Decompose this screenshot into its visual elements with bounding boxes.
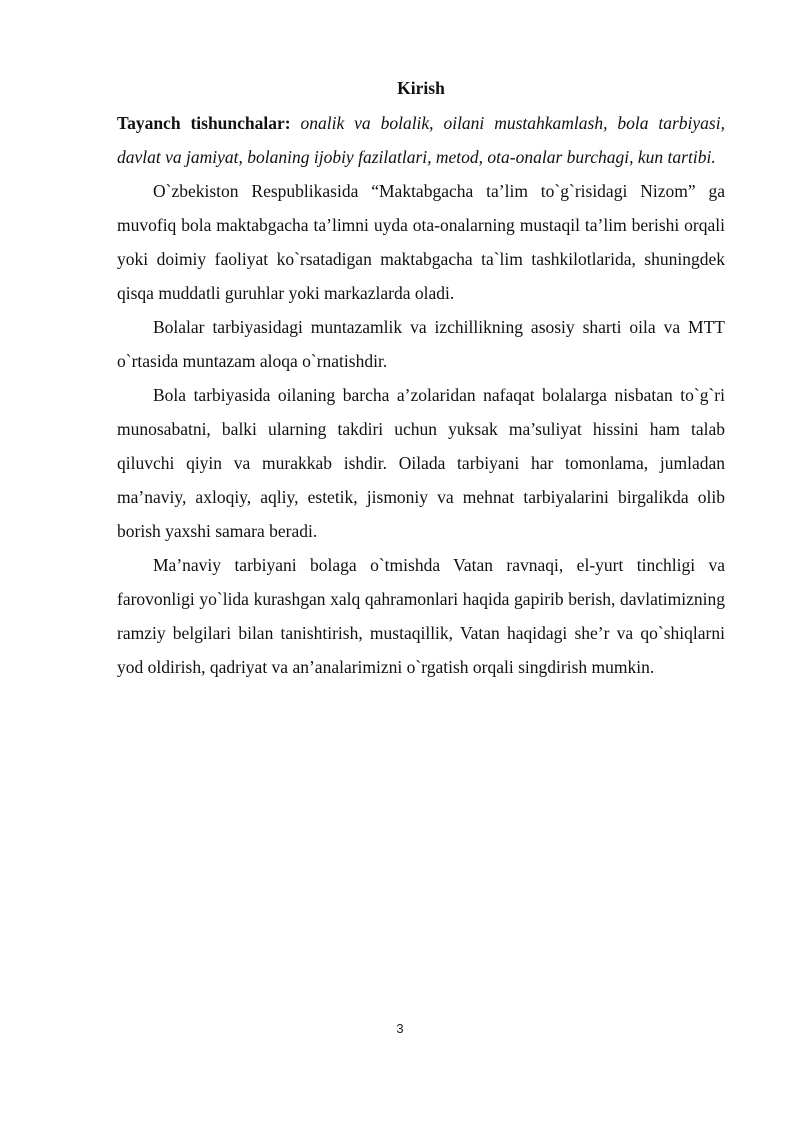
key-terms-label: Tayanch tishunchalar: (117, 113, 291, 133)
page-content (117, 70, 725, 684)
body-paragraph-3: Bola tarbiyasida oilaning barcha a’zolaridan nafaqat bolalarga nisbatan to`g`ri munosabatni, balki ularning takdiri uchun yuksak ma’suliyat hissini ham talab qiluvchi qiyin va murakkab ishdir. Oilada tarbiyani har tomonlama, jumladan ma’naviy, axloqiy, aqliy, estetik, jismoniy va mehnat tarbiyalarini birgalikda olib borish yaxshi samara beradi. (117, 385, 725, 541)
key-terms-paragraph (117, 106, 725, 174)
body-paragraph-4: Ma’naviy tarbiyani bolaga o`tmishda Vatan ravnaqi, el-yurt tinchligi va farovonligi yo`lida kurashgan xalq qahramonlari haqida gapirib berish, davlatimizning ramziy belgilari bilan tanishtirish, mustaqillik, Vatan haqidagi she’r va qo`shiqlarni yod oldirish, qadriyat va an’analarimizni o`rgatish orqali singdirish mumkin. (117, 555, 725, 677)
body-paragraph-2: Bolalar tarbiyasidagi muntazamlik va izchillikning asosiy sharti oila va MTT o`rtasida muntazam aloqa o`rnatishdir. (117, 317, 725, 371)
section-title: Kirish (397, 78, 445, 98)
key-terms-list: onalik va bolalik, oilani mustahkamlash, bola tarbiyasi, davlat va jamiyat, bolaning ijobiy fazilatlari, metod, ota-onalar burchagi, kun tartibi. (117, 113, 725, 167)
page-number: 3 (396, 1021, 404, 1036)
body-paragraph-1: O`zbekiston Respublikasida “Maktabgacha ta’lim to`g`risidagi Nizom” ga muvofiq bola maktabgacha ta’limni uyda ota-onalarning mustaqil ta’lim berishi orqali yoki doimiy faoliyat ko`rsatadigan maktabgacha ta`lim tashkilotlarida, shuningdek qisqa muddatli guruhlar yoki markazlarda oladi. (117, 181, 725, 303)
